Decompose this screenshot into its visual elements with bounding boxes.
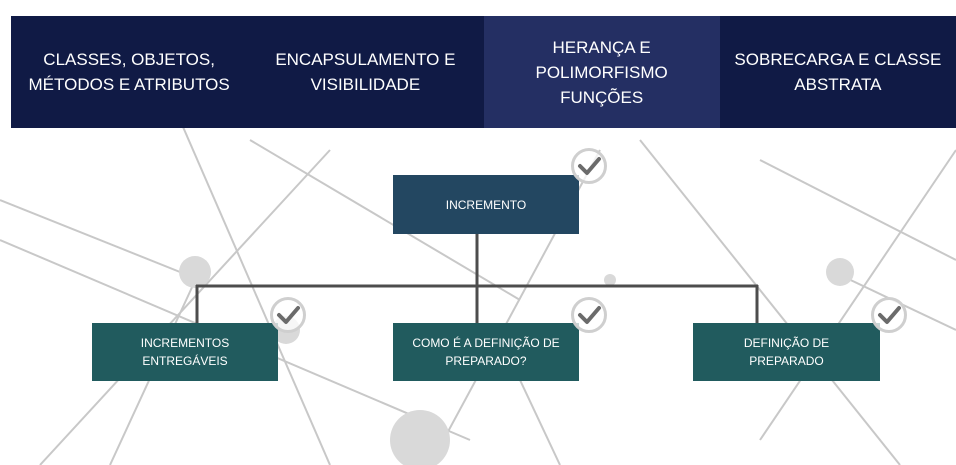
- tab-label-line2: MÉTODOS E ATRIBUTOS: [28, 75, 230, 94]
- tab-label-line2: FUNÇÕES: [560, 87, 644, 107]
- tab-label-line1: CLASSES, OBJETOS,: [43, 50, 215, 69]
- tab-label-line2: ABSTRATA: [794, 75, 882, 94]
- node-label-line2: PREPARADO: [749, 354, 824, 368]
- checkmark-icon: [570, 296, 608, 334]
- tab-label-line1: SOBRECARGA E CLASSE: [734, 50, 942, 69]
- checkmark-icon: [570, 147, 608, 185]
- node-label-line1: COMO É A DEFINIÇÃO DE: [412, 336, 560, 350]
- node-incremento[interactable]: [393, 175, 579, 234]
- tab-label-line2: VISIBILIDADE: [310, 75, 421, 94]
- node-definicao-de-preparado[interactable]: [693, 323, 880, 381]
- node-label: INCREMENTO: [445, 197, 527, 212]
- node-label-line2: ENTREGÁVEIS: [142, 354, 228, 368]
- node-label-line1: INCREMENTOS: [140, 336, 230, 350]
- node-definicao-de-preparado-pergunta[interactable]: [393, 323, 579, 381]
- checkmark-icon: [269, 296, 307, 334]
- node-label-line1: DEFINIÇÃO DE: [743, 336, 830, 350]
- tab-label-line1: HERANÇA E POLIMORFISMO: [535, 37, 668, 82]
- node-incrementos-entregaveis[interactable]: [92, 323, 278, 381]
- node-label-line2: PREPARADO?: [445, 354, 527, 368]
- tab-label-line1: ENCAPSULAMENTO E: [275, 50, 456, 69]
- checkmark-icon: [870, 296, 908, 334]
